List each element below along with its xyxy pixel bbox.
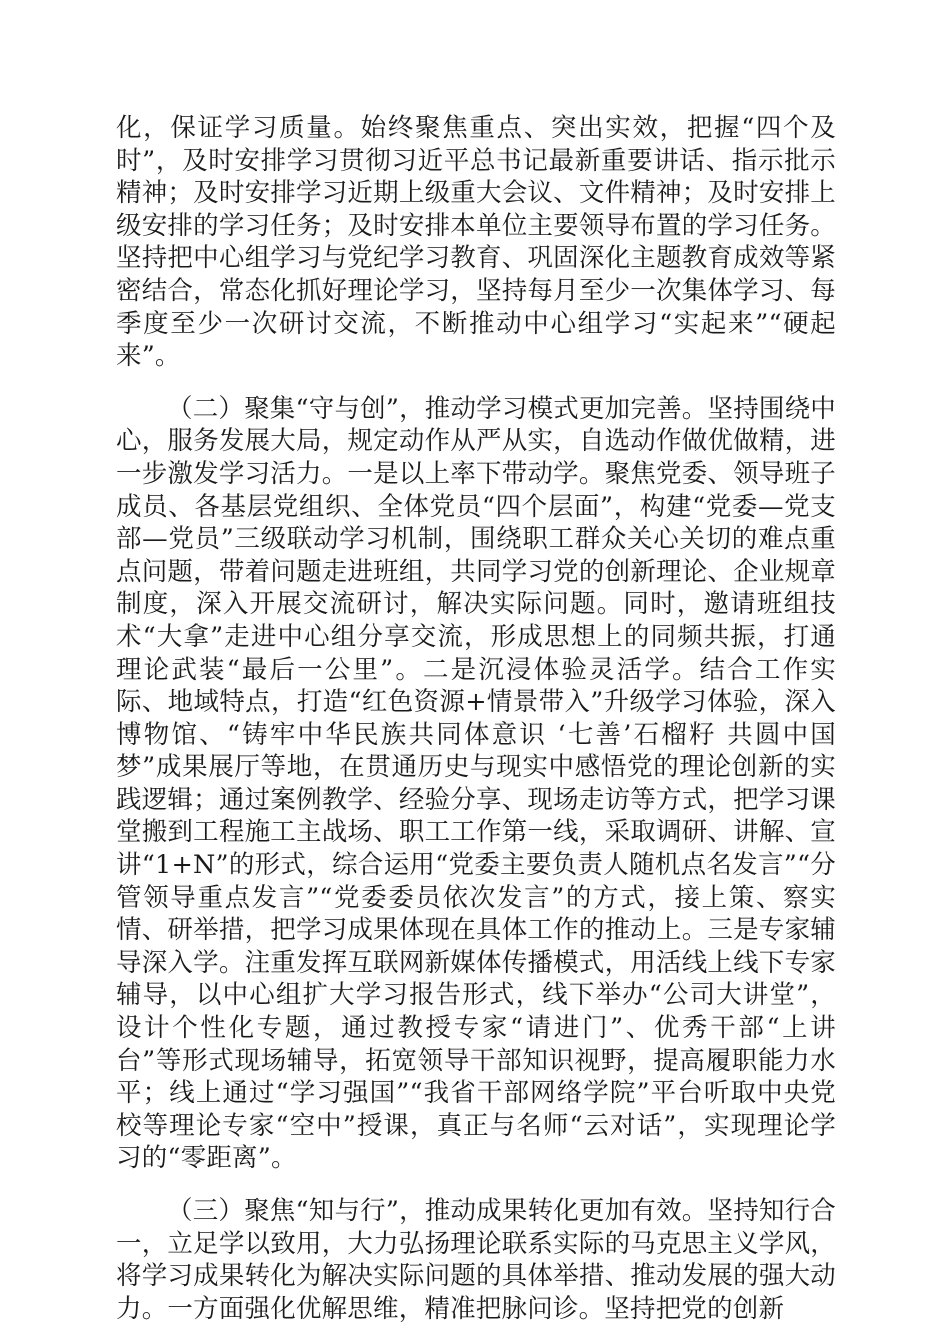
paragraph-text: （三）聚焦“知与行”，推动成果转化更加有效。坚持知行合一，立足学以致用，大力弘扬理论联系实际的马克思主义学风，将学习成果转化为解决实际问题的具体举措、推动发展的强大动力。一方面强化优解思维，精准把脉问诊。坚持把党的创新 [116,1196,836,1324]
paragraph-text: 化，保证学习质量。始终聚焦重点、突出实效，把握“四个及时”，及时安排学习贯彻习近平总书记最新重要讲话、指示批示精神；及时安排学习近期上级重大会议、文件精神；及时安排上级安排的学习任务；及时安排本单位主要领导布置的学习任务。坚持把中心组学习与党纪学习教育、巩固深化主题教育成效等紧密结合，常态化抓好理论学习，坚持每月至少一次集体学习、每季度至少一次研讨交流，不断推动中心组学习“实起来”“硬起来”。 [116,113,836,372]
paragraph-section-3 [116,1195,836,1325]
document-page [116,112,836,1325]
paragraph-section-2 [116,393,836,1175]
paragraph-continuation [116,112,836,373]
paragraph-text: （二）聚集“守与创”，推动学习模式更加完善。坚持围绕中心，服务发展大局，规定动作从严从实，自选动作做优做精，进一步激发学习活力。一是以上率下带动学。聚焦党委、领导班子成员、各基层党组织、全体党员“四个层面”，构建“党委—党支部—党员”三级联动学习机制，围绕职工群众关心关切的难点重点问题，带着问题走进班组，共同学习党的创新理论、企业规章制度，深入开展交流研讨，解决实际问题。同时，邀请班组技术“大拿”走进中心组分享交流，形成思想上的同频共振，打通理论武装“最后一公里”。二是沉浸体验灵活学。结合工作实际、地域特点，打造“红色资源+情景带入”升级学习体验，深入博物馆、“铸牢中华民族共同体意识 ‘七善’石榴籽 共圆中国梦”成果展厅等地，在贯通历史与现实中感悟党的理论创新的实践逻辑；通过案例教学、经验分享、现场走访等方式，把学习课堂搬到工程施工主战场、职工工作第一线，采取调研、讲解、宣讲“1+N”的形式，综合运用“党委主要负责人随机点名发言”“分管领导重点发言”“党委委员依次发言”的方式，接上策、察实情、研举措，把学习成果体现在具体工作的推动上。三是专家辅导深入学。注重发挥互联网新媒体传播模式，用活线上线下专家辅导，以中心组扩大学习报告形式，线下举办“公司大讲堂”，设计个性化专题，通过教授专家“请进门”、优秀干部“上讲台”等形式现场辅导，拓宽领导干部知识视野，提高履职能力水平；线上通过“学习强国”“我省干部网络学院”平台听取中央党校等理论专家“空中”授课，真正与名师“云对话”，实现理论学习的“零距离”。 [116,393,836,1174]
